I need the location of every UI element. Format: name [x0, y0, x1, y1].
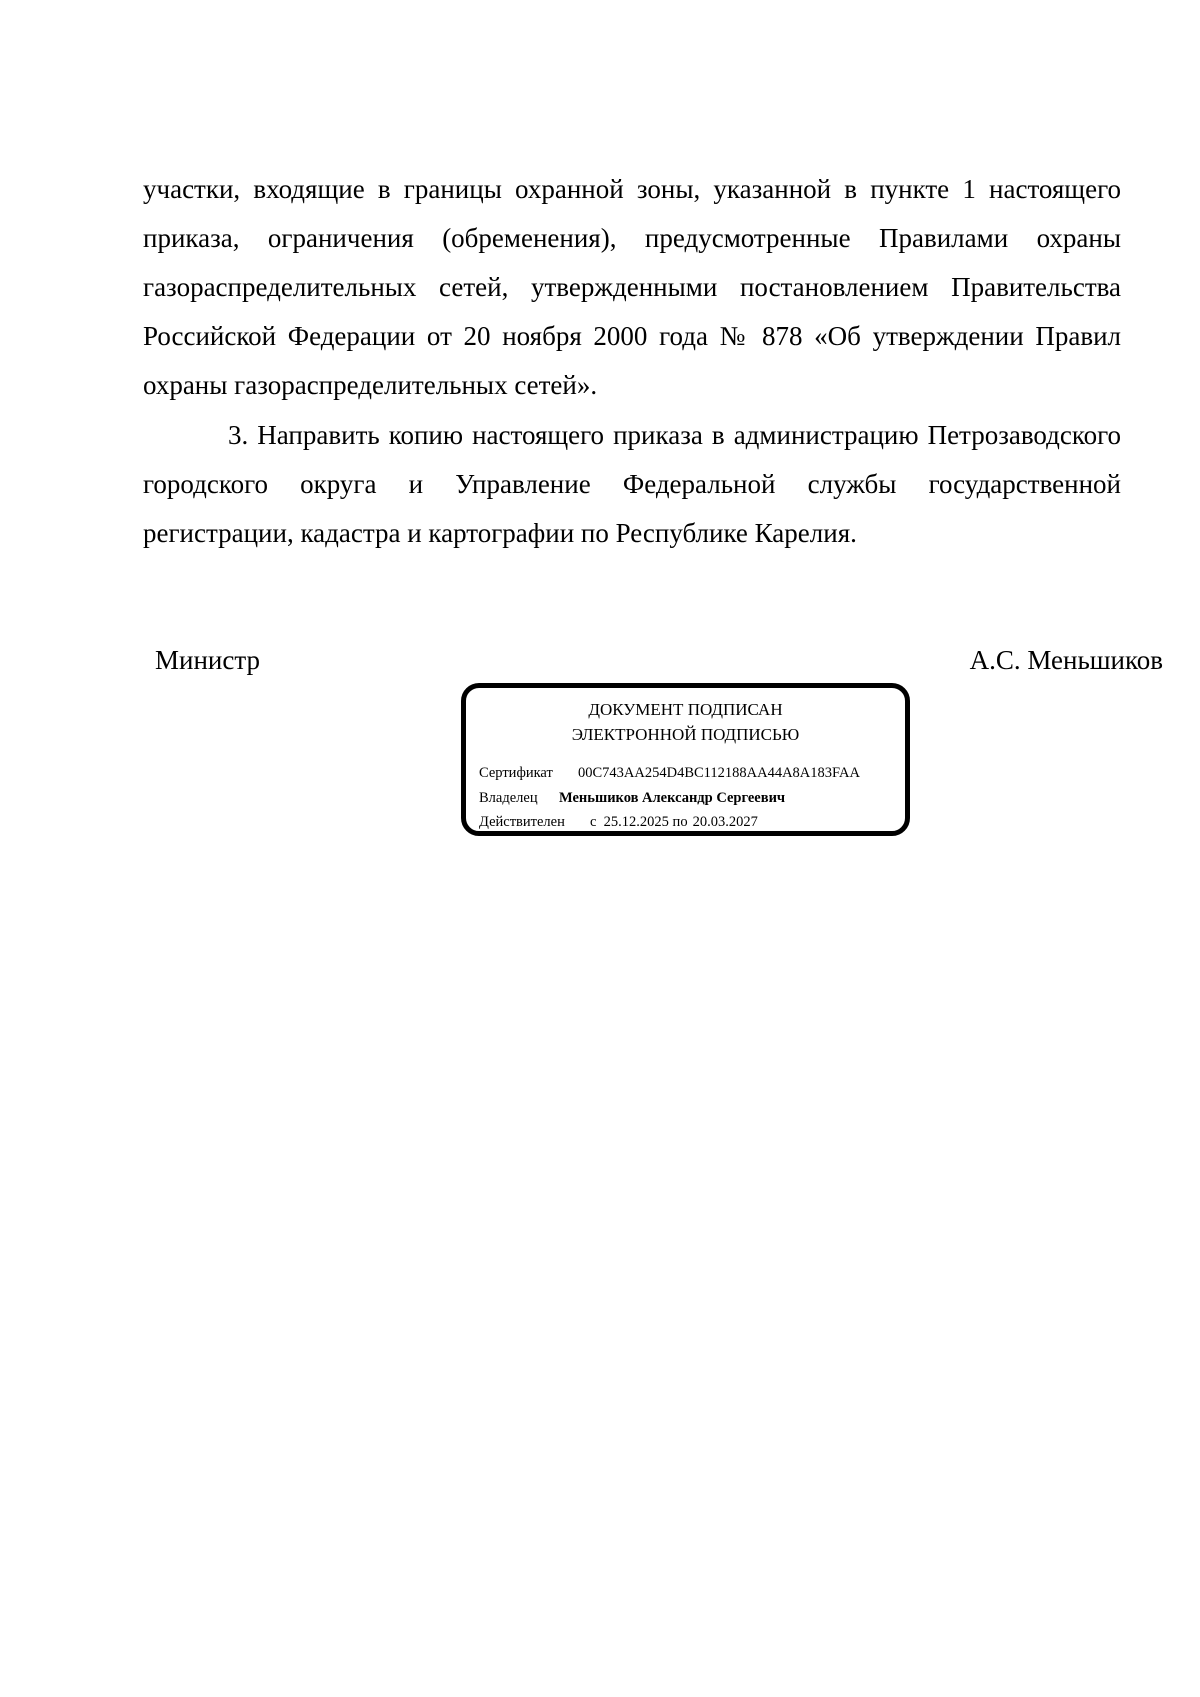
validity-label: Действителен — [479, 814, 565, 830]
electronic-signature-stamp — [461, 683, 910, 836]
signatory-name: А.С. Меньшиков — [969, 645, 1163, 675]
stamp-header-line-1: ДОКУМЕНТ ПОДПИСАН — [588, 700, 783, 719]
body-paragraph-1: участки, входящие в границы охранной зоны, указанной в пункте 1 настоящего приказа, ограничения (обременения), предусмотренные Правилами охраны газораспределительных сетей, утвержденными постановлением Правительства Российской Федерации от 20 ноября 2000 года № 878 «Об утверждении Правил охраны газораспределительных сетей». — [143, 174, 1121, 400]
certificate-label: Сертификат — [479, 765, 553, 781]
signatory-position: Министр — [155, 645, 260, 675]
stamp-header — [466, 697, 905, 747]
validity-to: 20.03.2027 — [692, 814, 758, 830]
stamp-validity-row — [479, 812, 758, 832]
body-paragraph-2: 3. Направить копию настоящего приказа в администрацию Петрозаводского городского округа и Управление Федеральной службы государственной регистрации, кадастра и картографии по Республике Карелия. — [143, 420, 1121, 548]
certificate-value: 00C743AA254D4BC112188AA44A8A183FAA — [578, 765, 860, 781]
owner-label: Владелец — [479, 790, 538, 806]
validity-from: с 25.12.2025 по — [590, 814, 688, 830]
stamp-certificate-row — [479, 763, 860, 783]
owner-value: Меньшиков Александр Сергеевич — [559, 790, 786, 806]
stamp-owner-row — [479, 788, 785, 808]
stamp-header-line-2: ЭЛЕКТРОННОЙ ПОДПИСЬЮ — [571, 725, 800, 744]
